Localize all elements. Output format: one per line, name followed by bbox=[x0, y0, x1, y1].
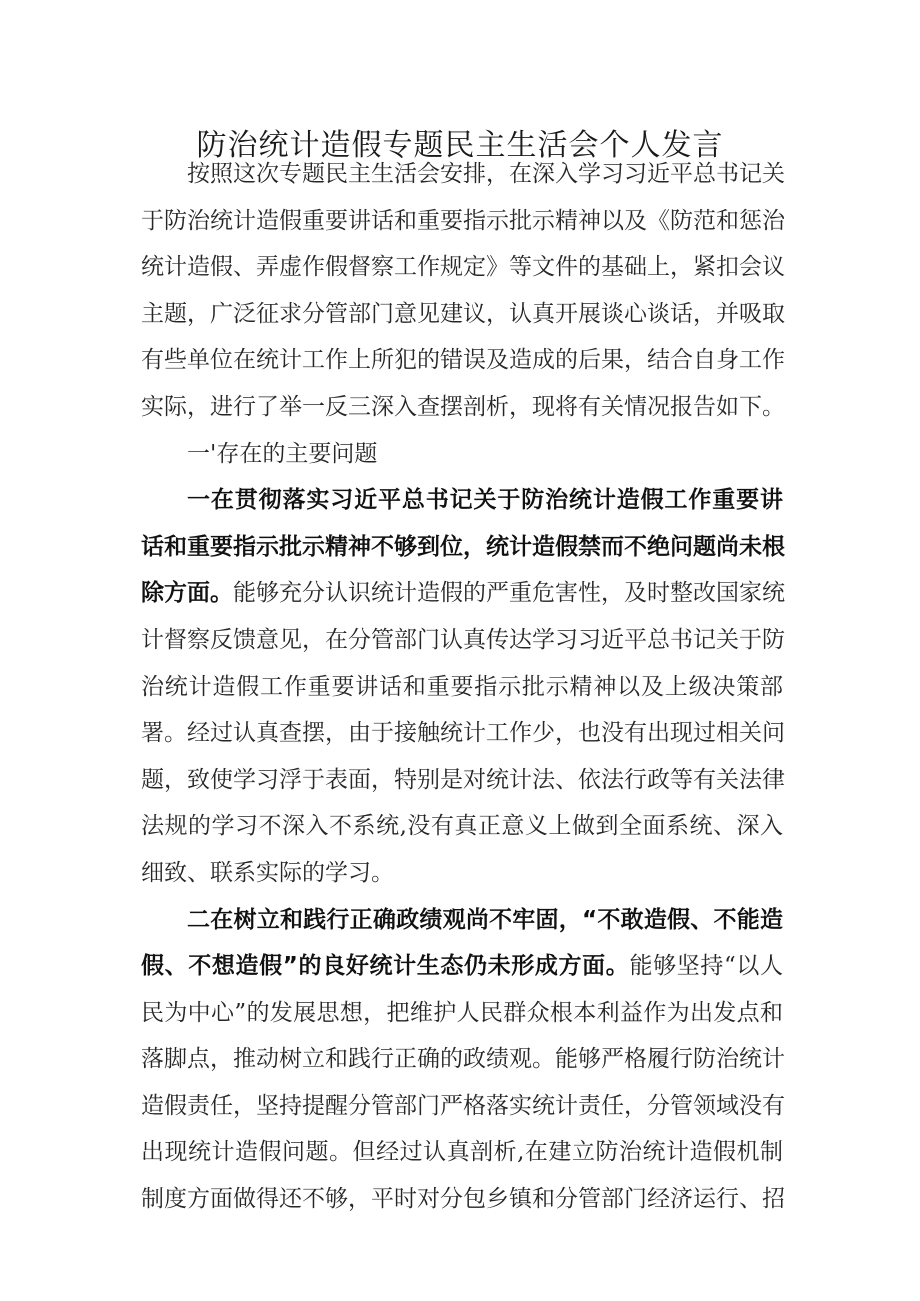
paragraph-line: 出现统计造假问题。但经过认真剖析,在建立防治统计造假机制 bbox=[141, 1139, 783, 1166]
item-heading-tail: 假、不想造假”的良好统计生态仍未形成方面。 bbox=[141, 953, 630, 980]
paragraph-line: 主题，广泛征求分管部门意见建议，认真开展谈心谈话，并吸取 bbox=[141, 300, 785, 327]
paragraph-line: 法规的学习不深入不系统,没有真正意义上做到全面系统、深入 bbox=[141, 813, 783, 840]
paragraph-line: 民为中心”的发展思想，把维护人民群众根本利益作为出发点和 bbox=[141, 999, 783, 1026]
item-heading-line: 话和重要指示批示精神不够到位，统计造假禁而不绝问题尚未根 bbox=[141, 533, 785, 560]
paragraph-line: 题，致使学习浮于表面，特别是对统计法、依法行政等有关法律 bbox=[141, 766, 785, 793]
section-heading: 一'存在的主要问题 bbox=[187, 440, 378, 467]
paragraph-line: 于防治统计造假重要讲话和重要指示批示精神以及《防范和惩治 bbox=[141, 207, 785, 234]
item-heading-line: 一在贯彻落实习近平总书记关于防治统计造假工作重要讲 bbox=[187, 487, 783, 514]
item-heading-tail: 除方面。 bbox=[141, 580, 233, 607]
paragraph-line: 署。经过认真查摆，由于接触统计工作少，也没有出现过相关问 bbox=[141, 720, 785, 747]
paragraph-line: 制度方面做得还不够，平时对分包乡镇和分管部门经济运行、招 bbox=[141, 1186, 785, 1213]
paragraph-text: 能够坚持“以人 bbox=[629, 953, 783, 980]
paragraph-line: 造假责任，坚持提醒分管部门严格落实统计责任，分管领域没有 bbox=[141, 1092, 785, 1119]
document-body bbox=[141, 151, 783, 1223]
paragraph-line bbox=[141, 943, 783, 990]
paragraph-line bbox=[141, 570, 783, 617]
paragraph-line: 计督察反馈意见，在分管部门认真传达学习习近平总书记关于防 bbox=[141, 626, 785, 653]
paragraph-line: 治统计造假工作重要讲话和重要指示批示精神以及上级决策部 bbox=[141, 673, 783, 700]
paragraph-line: 实际，进行了举一反三深入查摆剖析，现将有关情况报告如下。 bbox=[141, 393, 785, 420]
paragraph-text: 能够充分认识统计造假的严重危害性，及时整改国家统 bbox=[233, 580, 785, 607]
document-title: 防治统计造假专题民主生活会个人发言 bbox=[196, 128, 724, 163]
paragraph-line: 落脚点，推动树立和践行正确的政绩观。能够严格履行防治统计 bbox=[141, 1046, 785, 1073]
paragraph-line: 按照这次专题民主生活会安排，在深入学习习近平总书记关 bbox=[187, 161, 785, 187]
paragraph-line: 统计造假、弄虚作假督察工作规定》等文件的基础上，紧扣会议 bbox=[141, 254, 785, 281]
item-heading-line: 二在树立和践行正确政绩观尚不牢固，“不敢造假、不能造 bbox=[187, 906, 783, 933]
paragraph-line: 细致、联系实际的学习。 bbox=[141, 859, 394, 886]
paragraph-line: 有些单位在统计工作上所犯的错误及造成的后果，结合自身工作 bbox=[141, 347, 785, 374]
